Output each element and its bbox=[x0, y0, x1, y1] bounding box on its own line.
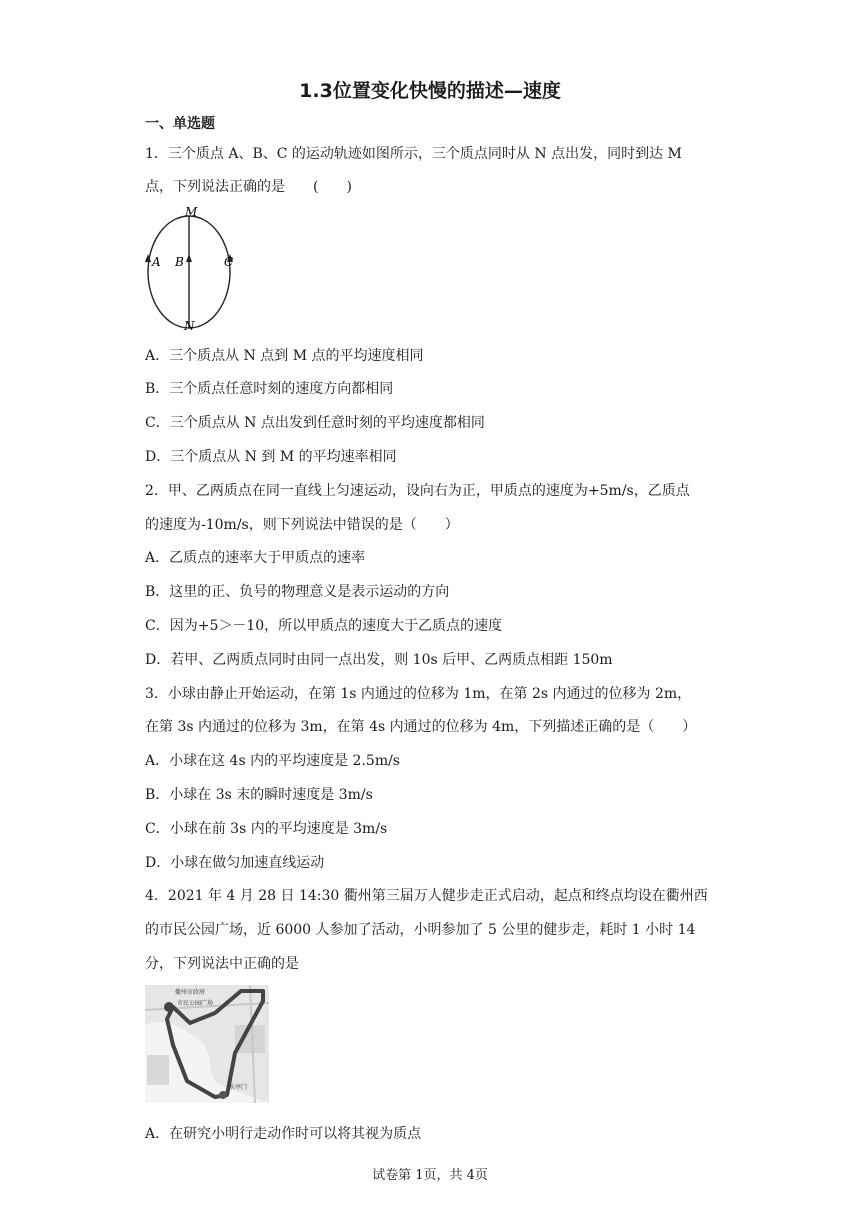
q1-option-c: C．三个质点从 N 点出发到任意时刻的平均速度都相同 bbox=[145, 415, 485, 431]
map-label-govt: 衢州市政府 bbox=[175, 989, 206, 996]
q1-stem-line1: 1．三个质点 A、B、C 的运动轨迹如图所示，三个质点同时从 N 点出发，同时到达 M bbox=[145, 146, 682, 162]
q2-option-b: B．这里的正、负号的物理意义是表示运动的方向 bbox=[145, 584, 450, 600]
page-footer: 试卷第 1页，共 4页 bbox=[372, 1168, 488, 1183]
label-b: B bbox=[175, 255, 184, 269]
q4-stem-line2: 的市民公园广场，近 6000 人参加了活动，小明参加了 5 公里的健步走，耗时 1 小时 14 bbox=[145, 922, 696, 938]
route-map bbox=[145, 985, 269, 1103]
gate-marker-icon bbox=[219, 1091, 227, 1099]
section-title: 一、单选题 bbox=[145, 116, 215, 132]
q3-option-d: D．小球在做匀加速直线运动 bbox=[145, 855, 325, 871]
label-m: M bbox=[185, 206, 198, 219]
q3-stem-line2: 在第 3s 内通过的位移为 3m，在第 4s 内通过的位移为 4m，下列描述正确的是（ ） bbox=[145, 719, 697, 735]
q3-option-b: B．小球在 3s 末的瞬时速度是 3m/s bbox=[145, 787, 373, 803]
map-label-park: 市民公园广场 bbox=[177, 1000, 214, 1007]
arrow-b bbox=[186, 254, 192, 262]
q3-option-c: C．小球在前 3s 内的平均速度是 3m/s bbox=[145, 821, 388, 837]
q1-option-d: D．三个质点从 N 到 M 的平均速率相同 bbox=[145, 449, 397, 465]
q1-stem-line2: 点，下列说法正确的是 ( ) bbox=[145, 179, 352, 195]
start-marker-icon bbox=[164, 1002, 174, 1012]
trajectory-figure bbox=[138, 206, 248, 334]
map-label-gate: 水亭门 bbox=[229, 1084, 248, 1091]
q3-stem-line1: 3．小球由静止开始运动，在第 1s 内通过的位移为 1m，在第 2s 内通过的位移为 2m， bbox=[145, 686, 692, 702]
q2-stem-line1: 2．甲、乙两质点在同一直线上匀速运动，设向右为正，甲质点的速度为+5m/s，乙质点 bbox=[145, 483, 690, 499]
q4-stem-line3: 分，下列说法中正确的是 bbox=[145, 956, 299, 972]
map-block-2 bbox=[147, 1055, 169, 1085]
label-c: C bbox=[224, 255, 234, 269]
q2-option-a: A．乙质点的速率大于甲质点的速率 bbox=[145, 550, 366, 566]
label-n: N bbox=[184, 319, 195, 333]
q3-option-a: A．小球在这 4s 内的平均速度是 2.5m/s bbox=[145, 753, 400, 769]
q2-option-d: D．若甲、乙两质点同时由同一点出发，则 10s 后甲、乙两质点相距 150m bbox=[145, 652, 613, 668]
q4-stem-line1: 4．2021 年 4 月 28 日 14:30 衢州第三届万人健步走正式启动，起点和终点均设在衢州西 bbox=[145, 888, 708, 904]
q2-option-c: C．因为+5＞－10，所以甲质点的速度大于乙质点的速度 bbox=[145, 618, 503, 634]
q1-option-a: A．三个质点从 N 点到 M 点的平均速度相同 bbox=[145, 348, 424, 364]
page-title: 1.3位置变化快慢的描述—速度 bbox=[299, 80, 561, 102]
q1-option-b: B．三个质点任意时刻的速度方向都相同 bbox=[145, 381, 394, 397]
q2-stem-line2: 的速度为-10m/s，则下列说法中错误的是（ ） bbox=[145, 517, 459, 533]
q4-option-a: A．在研究小明行走动作时可以将其视为质点 bbox=[145, 1126, 422, 1142]
label-a: A bbox=[152, 255, 161, 269]
